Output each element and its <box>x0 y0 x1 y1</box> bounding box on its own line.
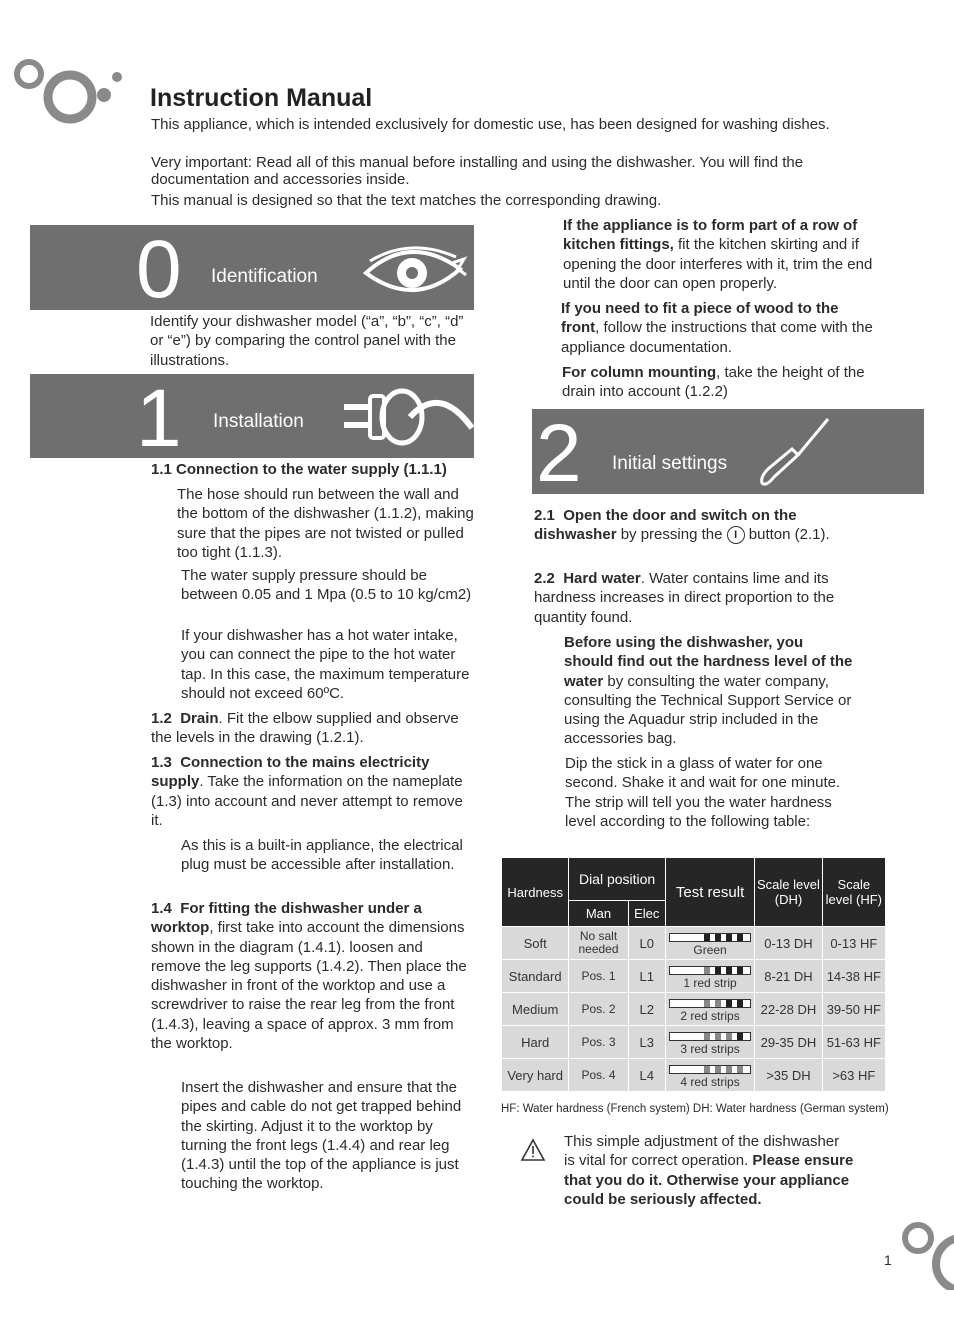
page-title: Instruction Manual <box>150 84 373 112</box>
table-row <box>502 926 885 959</box>
para-1-3-b: As this is a built-in appliance, the electrical plug must be accessible after installation. <box>181 837 463 874</box>
section-band-identification <box>30 224 474 315</box>
para-1-2: 1.2 Drain. Fit the elbow supplied and observe the levels in the drawing (1.2.1). <box>151 710 459 747</box>
para-column-mounting: For column mounting, take the height of the drain into account (1.2.2) <box>562 364 865 401</box>
cell-man: Pos. 4 <box>568 1058 627 1091</box>
cell-hardness: Hard <box>502 1025 568 1058</box>
section-label: Identification <box>211 266 318 287</box>
cell-hardness: Standard <box>502 959 568 992</box>
warning-icon <box>520 1138 546 1162</box>
header-man: Man <box>568 900 627 926</box>
test-result-label: 1 red strip <box>683 976 737 990</box>
cell-hf: 51-63 HF <box>822 1025 885 1058</box>
intro-paragraph-2: Very important: Read all of this manual before installing and using the dishwasher. You will find the documentation and accessories inside. <box>151 154 804 188</box>
para-row-fittings: If the appliance is to form part of a row of kitchen fittings, fit the kitchen skirting and if opening the door interferes with it, trim the end until the door can open properly. <box>563 217 873 292</box>
cell-test <box>665 1058 754 1091</box>
section-band-initial-settings <box>532 408 924 499</box>
table-row <box>502 1058 885 1091</box>
test-strip-icon <box>669 999 751 1008</box>
cell-hf: 14-38 HF <box>822 959 885 992</box>
cell-elec: L2 <box>628 992 665 1025</box>
cell-test <box>665 959 754 992</box>
header-scale-hf: Scale level (HF) <box>822 858 885 926</box>
table-footnote: HF: Water hardness (French system) DH: Water hardness (German system) <box>501 1103 889 1115</box>
cell-hf: 0-13 HF <box>822 926 885 959</box>
section-band-installation <box>30 373 474 464</box>
cell-dh: 22-28 DH <box>754 992 821 1025</box>
test-strip-icon <box>669 1065 751 1074</box>
test-result-label: 3 red strips <box>680 1042 740 1056</box>
intro-paragraph-1: This appliance, which is intended exclusively for domestic use, has been designed for washing dishes. <box>151 116 830 133</box>
cell-elec: L4 <box>628 1058 665 1091</box>
header-dial-position: Dial position <box>568 858 664 900</box>
cell-test <box>665 992 754 1025</box>
para-1-4-b: Insert the dishwasher and ensure that the pipes and cable do not get trapped behind the skirting. Adjust it to the worktop by turning the front legs (1.4.4) and rear leg (1.4.3) until the top of the appliance is just touching the worktop. <box>181 1079 462 1193</box>
para-1-4: 1.4 For fitting the dishwasher under a worktop, first take into account the dimensions shown in the diagram (1.4.1). loosen and remove the leg supports (1.4.2). Then place the dishwasher in front of the worktop and use a screwdriver to raise the rear leg from the front (1.4.3), leaving a space of approx. 3 mm from the worktop. <box>151 900 467 1053</box>
section-number: 0 <box>136 224 182 315</box>
cell-test <box>665 926 754 959</box>
cell-dh: 0-13 DH <box>754 926 821 959</box>
section-label: Initial settings <box>612 453 728 474</box>
page-number: 1 <box>884 1252 892 1268</box>
brand-logo-circles <box>6 52 126 128</box>
section-number: 1 <box>136 373 182 464</box>
cell-elec: L0 <box>628 926 665 959</box>
header-test-result: Test result <box>665 858 754 926</box>
cell-man: Pos. 3 <box>568 1025 627 1058</box>
para-1-1-a: The hose should run between the wall and the bottom of the dishwasher (1.1.2), making sure that the pipes are not twisted or pulled too tight (1.1.3). <box>177 486 474 561</box>
water-hardness-table <box>502 858 885 1091</box>
heading-1-1: 1.1 Connection to the water supply (1.1.1) <box>151 461 447 478</box>
para-wood-front: If you need to fit a piece of wood to the front, follow the instructions that come with the appliance documentation. <box>561 300 873 356</box>
power-button-icon: I <box>727 526 745 544</box>
section-number: 2 <box>536 408 582 499</box>
para-2-1: 2.1 Open the door and switch on the dishwasher by pressing the I button (2.1). <box>534 507 830 544</box>
para-2-2-b: Before using the dishwasher, you should find out the hardness level of the water by consulting the water company, consulting the Technical Support Service or using the Aquadur strip included in the accessories bag. <box>564 634 853 748</box>
eye-icon <box>360 239 470 301</box>
screwdriver-icon <box>758 415 838 491</box>
test-strip-icon <box>669 966 751 975</box>
cell-dh: >35 DH <box>754 1058 821 1091</box>
cell-hf: >63 HF <box>822 1058 885 1091</box>
cell-dh: 29-35 DH <box>754 1025 821 1058</box>
para-2-2-c: Dip the stick in a glass of water for one second. Shake it and wait for one minute. The strip will tell you the water hardness level according to the following table: <box>565 755 841 830</box>
para-1-3: 1.3 Connection to the mains electricity supply. Take the information on the nameplate (1.3) into account and never attempt to remove it. <box>151 754 463 829</box>
cell-man: No salt needed <box>568 926 627 959</box>
table-row <box>502 1025 885 1058</box>
cell-hardness: Medium <box>502 992 568 1025</box>
test-result-label: 2 red strips <box>680 1009 740 1023</box>
cell-hf: 39-50 HF <box>822 992 885 1025</box>
test-strip-icon <box>669 933 751 942</box>
test-result-label: Green <box>693 943 727 957</box>
para-1-1-c: If your dishwasher has a hot water intake, you can connect the pipe to the hot water tap. In this case, the maximum temperature should not exceed 60ºC. <box>181 627 470 702</box>
cell-hardness: Very hard <box>502 1058 568 1091</box>
cell-man: Pos. 2 <box>568 992 627 1025</box>
identification-text: Identify your dishwasher model (“a”, “b”, “c”, “d” or “e”) by comparing the control panel with the illustrations. <box>150 313 464 369</box>
cell-hardness: Soft <box>502 926 568 959</box>
table-row <box>502 992 885 1025</box>
para-2-2: 2.2 Hard water. Water contains lime and its hardness increases in direct proportion to the quantity found. <box>534 570 835 626</box>
cell-man: Pos. 1 <box>568 959 627 992</box>
header-scale-dh: Scale level (DH) <box>754 858 821 926</box>
brand-logo-circles-bottom <box>896 1216 954 1290</box>
header-hardness: Hardness <box>502 858 568 926</box>
cell-dh: 8-21 DH <box>754 959 821 992</box>
intro-paragraph-3: This manual is designed so that the text matches the corresponding drawing. <box>151 192 662 209</box>
table-row <box>502 959 885 992</box>
warning-text: This simple adjustment of the dishwasher is vital for correct operation. Please ensure that you do it. Otherwise your appliance could be seriously affected. <box>564 1133 854 1208</box>
plug-icon <box>340 384 474 454</box>
cell-elec: L3 <box>628 1025 665 1058</box>
para-1-1-b: The water supply pressure should be between 0.05 and 1 Mpa (0.5 to 10 kg/cm2) <box>181 567 472 604</box>
section-label: Installation <box>213 411 304 432</box>
test-result-label: 4 red strips <box>680 1075 740 1089</box>
test-strip-icon <box>669 1032 751 1041</box>
cell-elec: L1 <box>628 959 665 992</box>
cell-test <box>665 1025 754 1058</box>
header-elec: Elec <box>628 900 665 926</box>
